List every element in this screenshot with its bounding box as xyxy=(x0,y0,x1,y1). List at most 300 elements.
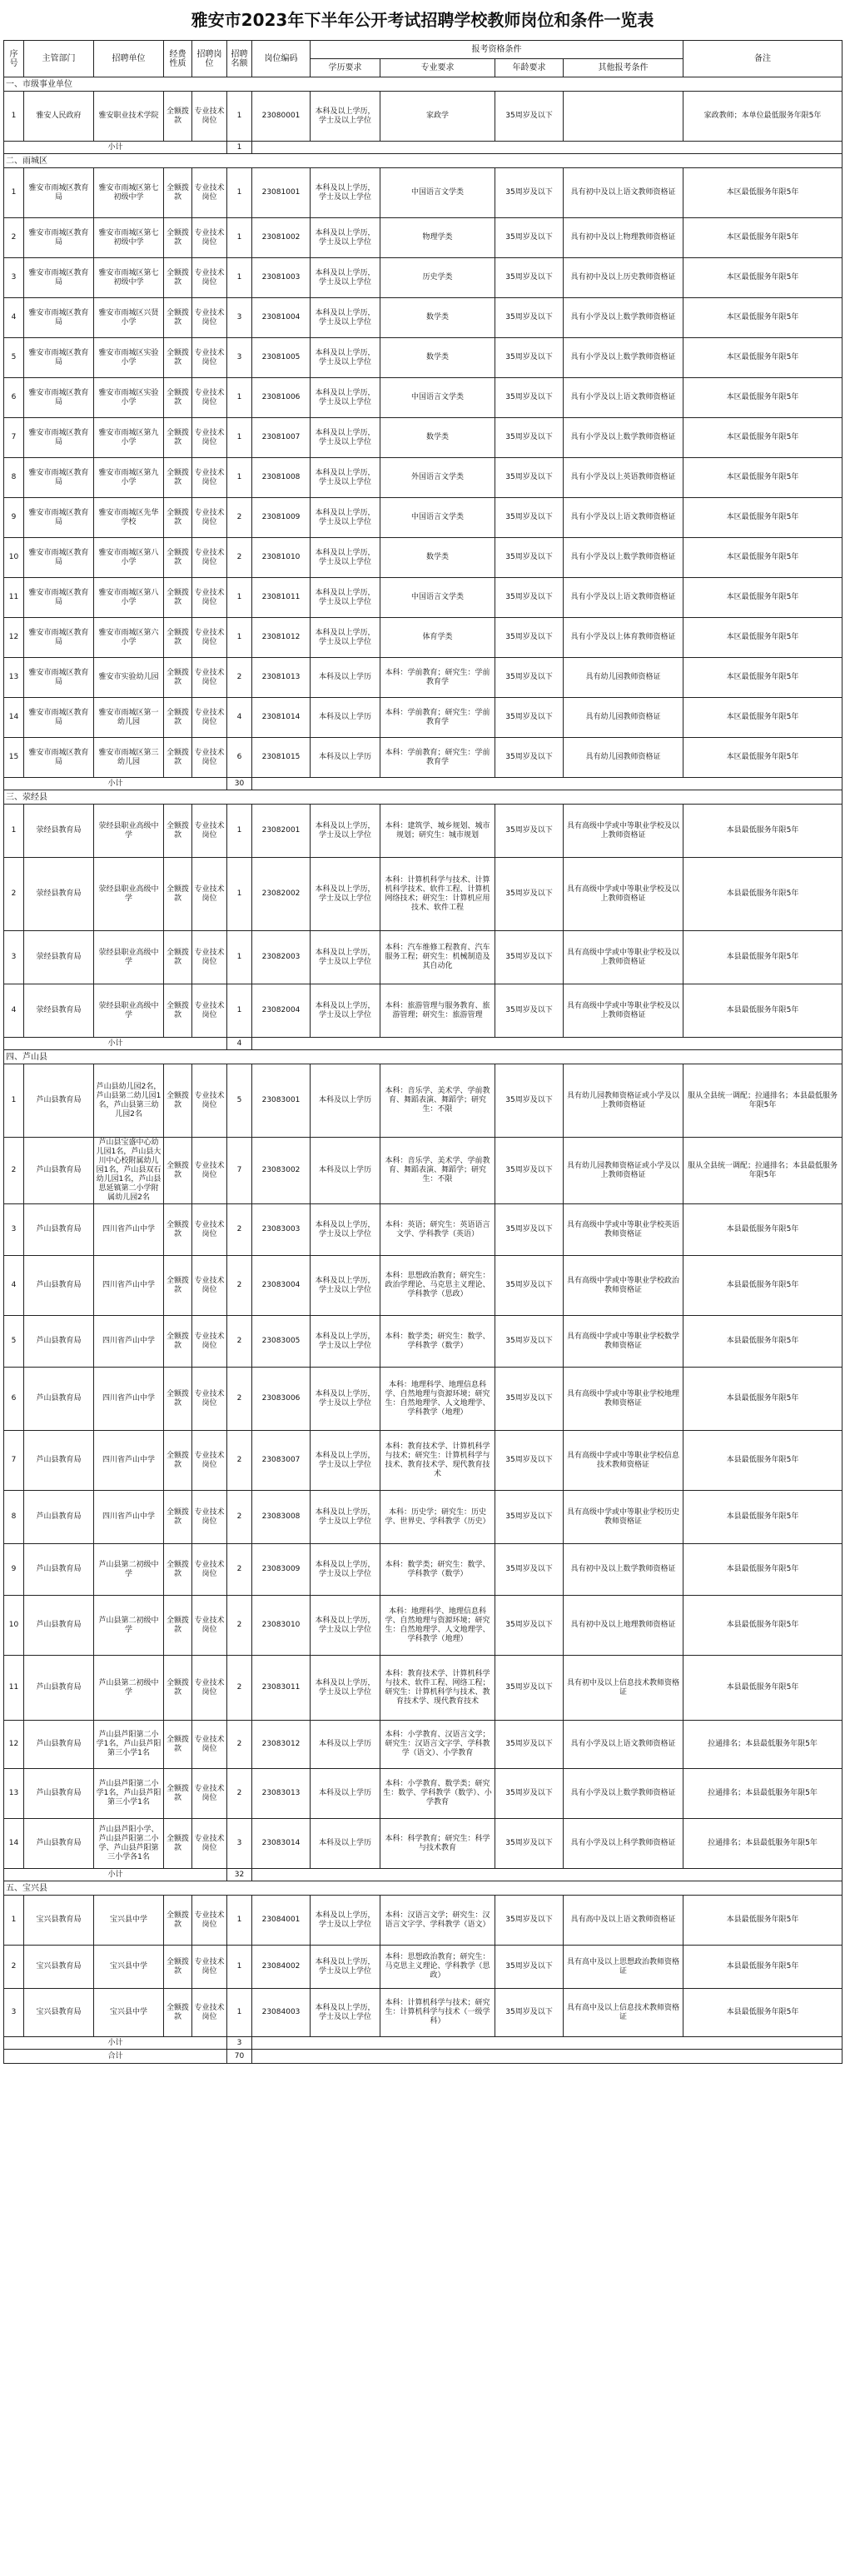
cell-unit: 雅安市雨城区第一幼儿园 xyxy=(94,698,164,738)
cell-age: 35周岁及以下 xyxy=(495,1064,564,1138)
subtotal-label: 小计 xyxy=(4,2037,227,2050)
cell-count: 7 xyxy=(227,1138,252,1204)
cell-major: 本科：数学类；研究生：数学、学科教学（数学） xyxy=(380,1544,495,1596)
cell-code: 23083004 xyxy=(252,1256,311,1316)
table-row xyxy=(4,538,843,578)
cell-age: 35周岁及以下 xyxy=(495,1656,564,1721)
cell-count: 1 xyxy=(227,418,252,458)
cell-dept: 芦山县教育局 xyxy=(24,1431,94,1491)
cell-major: 中国语言文学类 xyxy=(380,578,495,618)
cell-note: 本区最低服务年限5年 xyxy=(683,458,843,498)
cell-code: 23080001 xyxy=(252,92,311,142)
cell-other: 具有幼儿园教师资格证 xyxy=(564,698,683,738)
cell-code: 23082002 xyxy=(252,858,311,931)
cell-code: 23081003 xyxy=(252,258,311,298)
cell-nature: 全额拨款 xyxy=(164,698,192,738)
subtotal-label: 小计 xyxy=(4,778,227,790)
cell-post: 专业技术岗位 xyxy=(192,498,227,538)
cell-edu: 本科及以上学历，学士及以上学位 xyxy=(311,984,380,1038)
cell-note: 本县最低服务年限5年 xyxy=(683,984,843,1038)
cell-dept: 芦山县教育局 xyxy=(24,1656,94,1721)
cell-note: 本区最低服务年限5年 xyxy=(683,578,843,618)
cell-dept: 雅安市雨城区教育局 xyxy=(24,618,94,658)
table-row xyxy=(4,298,843,338)
cell-unit: 荥经县职业高级中学 xyxy=(94,984,164,1038)
cell-note: 本县最低服务年限5年 xyxy=(683,858,843,931)
cell-note: 本县最低服务年限5年 xyxy=(683,1431,843,1491)
cell-unit: 四川省芦山中学 xyxy=(94,1368,164,1431)
section-header xyxy=(4,1050,843,1064)
cell-count: 1 xyxy=(227,984,252,1038)
cell-unit: 芦山县宝盛中心幼儿园1名，芦山县大川中心校附属幼儿园1名，芦山县双石幼儿园1名，芦山县思延镇第二小学附属幼儿园2名 xyxy=(94,1138,164,1204)
header-post: 招聘岗位 xyxy=(192,41,227,77)
cell-seq: 1 xyxy=(4,92,24,142)
cell-major: 本科：汽车维修工程教育、汽车服务工程；研究生：机械制造及其自动化 xyxy=(380,931,495,984)
cell-major: 本科：小学教育、汉语言文学；研究生：汉语言文字学、学科教学（语文）、小学教育 xyxy=(380,1721,495,1769)
cell-other: 具有高级中学或中等职业学校及以上教师资格证 xyxy=(564,805,683,858)
cell-other: 具有初中及以上地理教师资格证 xyxy=(564,1596,683,1656)
cell-age: 35周岁及以下 xyxy=(495,1316,564,1368)
cell-age: 35周岁及以下 xyxy=(495,1431,564,1491)
total-row xyxy=(4,2050,843,2064)
cell-unit: 雅安职业技术学院 xyxy=(94,92,164,142)
cell-count: 2 xyxy=(227,498,252,538)
table-row xyxy=(4,1544,843,1596)
table-row xyxy=(4,1819,843,1869)
cell-note: 本区最低服务年限5年 xyxy=(683,738,843,778)
cell-count: 2 xyxy=(227,1368,252,1431)
cell-note: 本区最低服务年限5年 xyxy=(683,538,843,578)
cell-note: 本县最低服务年限5年 xyxy=(683,1989,843,2037)
cell-major: 本科：思想政治教育；研究生：马克思主义理论、学科教学（思政） xyxy=(380,1946,495,1989)
cell-unit: 芦山县第二初级中学 xyxy=(94,1544,164,1596)
cell-post: 专业技术岗位 xyxy=(192,1316,227,1368)
cell-unit: 芦山县芦阳小学、芦山县芦阳第二小学、芦山县芦阳第三小学各1名 xyxy=(94,1819,164,1869)
cell-edu: 本科及以上学历，学士及以上学位 xyxy=(311,458,380,498)
cell-other: 具有幼儿园教师资格证或小学及以上教师资格证 xyxy=(564,1138,683,1204)
table-row xyxy=(4,1721,843,1769)
cell-seq: 7 xyxy=(4,1431,24,1491)
cell-dept: 荥经县教育局 xyxy=(24,931,94,984)
cell-seq: 2 xyxy=(4,1946,24,1989)
cell-edu: 本科及以上学历，学士及以上学位 xyxy=(311,1431,380,1491)
cell-note: 本区最低服务年限5年 xyxy=(683,418,843,458)
cell-post: 专业技术岗位 xyxy=(192,1896,227,1946)
cell-dept: 雅安市雨城区教育局 xyxy=(24,458,94,498)
cell-note: 本区最低服务年限5年 xyxy=(683,618,843,658)
cell-major: 本科：地理科学、地理信息科学、自然地理与资源环境；研究生：自然地理学、人文地理学、学科教学（地理） xyxy=(380,1368,495,1431)
cell-other: 具有高中及以上信息技术教师资格证 xyxy=(564,1989,683,2037)
cell-count: 3 xyxy=(227,298,252,338)
cell-dept: 宝兴县教育局 xyxy=(24,1946,94,1989)
cell-age: 35周岁及以下 xyxy=(495,858,564,931)
cell-edu: 本科及以上学历 xyxy=(311,738,380,778)
page-title: 雅安市2023年下半年公开考试招聘学校教师岗位和条件一览表 xyxy=(191,10,654,30)
cell-note: 本县最低服务年限5年 xyxy=(683,1491,843,1544)
cell-note: 本县最低服务年限5年 xyxy=(683,805,843,858)
table-row xyxy=(4,658,843,698)
cell-other: 具有小学及以上语文教师资格证 xyxy=(564,578,683,618)
cell-nature: 全额拨款 xyxy=(164,738,192,778)
cell-other: 具有小学及以上数学教师资格证 xyxy=(564,538,683,578)
cell-age: 35周岁及以下 xyxy=(495,1721,564,1769)
cell-other: 具有高中及以上思想政治教师资格证 xyxy=(564,1946,683,1989)
cell-other: 具有幼儿园教师资格证 xyxy=(564,658,683,698)
cell-count: 1 xyxy=(227,378,252,418)
cell-edu: 本科及以上学历，学士及以上学位 xyxy=(311,418,380,458)
cell-unit: 雅安市雨城区兴贤小学 xyxy=(94,298,164,338)
cell-unit: 雅安市雨城区第六小学 xyxy=(94,618,164,658)
table-row xyxy=(4,418,843,458)
cell-major: 数学类 xyxy=(380,338,495,378)
cell-seq: 3 xyxy=(4,931,24,984)
cell-major: 本科：学前教育；研究生：学前教育学 xyxy=(380,698,495,738)
cell-unit: 四川省芦山中学 xyxy=(94,1256,164,1316)
cell-age: 35周岁及以下 xyxy=(495,258,564,298)
header-nature: 经费性质 xyxy=(164,41,192,77)
cell-other: 具有小学及以上数学教师资格证 xyxy=(564,338,683,378)
cell-age: 35周岁及以下 xyxy=(495,1819,564,1869)
header-unit: 招聘单位 xyxy=(94,41,164,77)
cell-edu: 本科及以上学历，学士及以上学位 xyxy=(311,168,380,218)
cell-age: 35周岁及以下 xyxy=(495,168,564,218)
cell-post: 专业技术岗位 xyxy=(192,1989,227,2037)
cell-post: 专业技术岗位 xyxy=(192,258,227,298)
cell-major: 数学类 xyxy=(380,298,495,338)
cell-seq: 7 xyxy=(4,418,24,458)
cell-seq: 13 xyxy=(4,658,24,698)
cell-note: 本区最低服务年限5年 xyxy=(683,658,843,698)
recruitment-table xyxy=(3,40,843,2064)
cell-dept: 雅安市雨城区教育局 xyxy=(24,418,94,458)
cell-count: 2 xyxy=(227,1256,252,1316)
cell-seq: 3 xyxy=(4,1204,24,1256)
cell-nature: 全额拨款 xyxy=(164,1769,192,1819)
cell-age: 35周岁及以下 xyxy=(495,658,564,698)
table-row xyxy=(4,1368,843,1431)
cell-post: 专业技术岗位 xyxy=(192,538,227,578)
cell-post: 专业技术岗位 xyxy=(192,1656,227,1721)
cell-nature: 全额拨款 xyxy=(164,1596,192,1656)
table-row xyxy=(4,1596,843,1656)
cell-major: 本科：音乐学、美术学、学前教育、舞蹈表演、舞蹈学；研究生：不限 xyxy=(380,1138,495,1204)
table-row xyxy=(4,1431,843,1491)
cell-count: 1 xyxy=(227,1896,252,1946)
subtotal-value: 1 xyxy=(227,142,252,154)
cell-edu: 本科及以上学历，学士及以上学位 xyxy=(311,1896,380,1946)
cell-code: 23081013 xyxy=(252,658,311,698)
cell-edu: 本科及以上学历，学士及以上学位 xyxy=(311,1204,380,1256)
header-age: 年龄要求 xyxy=(495,59,564,77)
cell-major: 物理学类 xyxy=(380,218,495,258)
subtotal-blank xyxy=(252,2037,843,2050)
cell-dept: 雅安市雨城区教育局 xyxy=(24,378,94,418)
cell-major: 体育学类 xyxy=(380,618,495,658)
cell-nature: 全额拨款 xyxy=(164,258,192,298)
cell-note: 本县最低服务年限5年 xyxy=(683,1656,843,1721)
cell-dept: 芦山县教育局 xyxy=(24,1721,94,1769)
cell-edu: 本科及以上学历 xyxy=(311,658,380,698)
table-row xyxy=(4,858,843,931)
cell-nature: 全额拨款 xyxy=(164,1256,192,1316)
table-row xyxy=(4,1491,843,1544)
cell-dept: 雅安市雨城区教育局 xyxy=(24,218,94,258)
total-blank xyxy=(252,2050,843,2064)
table-body xyxy=(4,77,843,2064)
cell-count: 1 xyxy=(227,578,252,618)
cell-note: 本县最低服务年限5年 xyxy=(683,1896,843,1946)
cell-unit: 荥经县职业高级中学 xyxy=(94,931,164,984)
cell-code: 23083013 xyxy=(252,1769,311,1819)
cell-unit: 宝兴县中学 xyxy=(94,1946,164,1989)
cell-nature: 全额拨款 xyxy=(164,618,192,658)
cell-other: 具有小学及以上数学教师资格证 xyxy=(564,298,683,338)
cell-age: 35周岁及以下 xyxy=(495,338,564,378)
subtotal-blank xyxy=(252,778,843,790)
section-title: 四、芦山县 xyxy=(4,1050,843,1064)
cell-count: 3 xyxy=(227,1819,252,1869)
cell-post: 专业技术岗位 xyxy=(192,1256,227,1316)
header-dept: 主管部门 xyxy=(24,41,94,77)
cell-nature: 全额拨款 xyxy=(164,458,192,498)
table-row xyxy=(4,168,843,218)
cell-post: 专业技术岗位 xyxy=(192,1596,227,1656)
cell-age: 35周岁及以下 xyxy=(495,931,564,984)
cell-code: 23081009 xyxy=(252,498,311,538)
subtotal-value: 30 xyxy=(227,778,252,790)
cell-edu: 本科及以上学历，学士及以上学位 xyxy=(311,1596,380,1656)
cell-nature: 全额拨款 xyxy=(164,578,192,618)
cell-major: 本科：小学教育、数学类；研究生：数学、学科教学（数学）、小学教育 xyxy=(380,1769,495,1819)
cell-age: 35周岁及以下 xyxy=(495,538,564,578)
cell-code: 23081011 xyxy=(252,578,311,618)
cell-post: 专业技术岗位 xyxy=(192,1491,227,1544)
cell-unit: 四川省芦山中学 xyxy=(94,1316,164,1368)
cell-other: 具有幼儿园教师资格证或小学及以上教师资格证 xyxy=(564,1064,683,1138)
cell-code: 23081002 xyxy=(252,218,311,258)
table-row xyxy=(4,378,843,418)
cell-seq: 9 xyxy=(4,498,24,538)
cell-count: 1 xyxy=(227,458,252,498)
cell-seq: 4 xyxy=(4,984,24,1038)
cell-dept: 宝兴县教育局 xyxy=(24,1989,94,2037)
cell-note: 本县最低服务年限5年 xyxy=(683,1316,843,1368)
cell-nature: 全额拨款 xyxy=(164,298,192,338)
cell-other: 具有高级中学或中等职业学校及以上教师资格证 xyxy=(564,858,683,931)
cell-code: 23083008 xyxy=(252,1491,311,1544)
cell-edu: 本科及以上学历，学士及以上学位 xyxy=(311,858,380,931)
cell-age: 35周岁及以下 xyxy=(495,218,564,258)
cell-age: 35周岁及以下 xyxy=(495,1596,564,1656)
cell-code: 23084002 xyxy=(252,1946,311,1989)
cell-nature: 全额拨款 xyxy=(164,1989,192,2037)
table-row xyxy=(4,498,843,538)
cell-unit: 雅安市雨城区第七初级中学 xyxy=(94,218,164,258)
cell-edu: 本科及以上学历，学士及以上学位 xyxy=(311,1368,380,1431)
table-row xyxy=(4,258,843,298)
cell-other: 具有高级中学或中等职业学校政治教师资格证 xyxy=(564,1256,683,1316)
cell-unit: 四川省芦山中学 xyxy=(94,1204,164,1256)
cell-seq: 1 xyxy=(4,1064,24,1138)
cell-major: 本科：英语；研究生：英语语言文学、学科教学（英语） xyxy=(380,1204,495,1256)
header-major: 专业要求 xyxy=(380,59,495,77)
cell-note: 拉通排名；本县最低服务年限5年 xyxy=(683,1721,843,1769)
table-row xyxy=(4,931,843,984)
cell-seq: 13 xyxy=(4,1769,24,1819)
cell-edu: 本科及以上学历，学士及以上学位 xyxy=(311,1256,380,1316)
cell-seq: 1 xyxy=(4,168,24,218)
cell-post: 专业技术岗位 xyxy=(192,858,227,931)
cell-nature: 全额拨款 xyxy=(164,1544,192,1596)
cell-age: 35周岁及以下 xyxy=(495,378,564,418)
cell-unit: 荥经县职业高级中学 xyxy=(94,858,164,931)
cell-note: 本区最低服务年限5年 xyxy=(683,298,843,338)
cell-age: 35周岁及以下 xyxy=(495,618,564,658)
cell-post: 专业技术岗位 xyxy=(192,1204,227,1256)
cell-note: 本县最低服务年限5年 xyxy=(683,1256,843,1316)
table-row xyxy=(4,1256,843,1316)
cell-code: 23081001 xyxy=(252,168,311,218)
cell-code: 23083009 xyxy=(252,1544,311,1596)
cell-post: 专业技术岗位 xyxy=(192,1769,227,1819)
cell-count: 1 xyxy=(227,168,252,218)
cell-edu: 本科及以上学历，学士及以上学位 xyxy=(311,1316,380,1368)
cell-unit: 雅安市雨城区第七初级中学 xyxy=(94,168,164,218)
cell-post: 专业技术岗位 xyxy=(192,168,227,218)
cell-unit: 宝兴县中学 xyxy=(94,1989,164,2037)
cell-dept: 雅安市雨城区教育局 xyxy=(24,338,94,378)
cell-dept: 雅安市雨城区教育局 xyxy=(24,168,94,218)
subtotal-blank xyxy=(252,1869,843,1881)
cell-age: 35周岁及以下 xyxy=(495,1946,564,1989)
cell-code: 23083014 xyxy=(252,1819,311,1869)
subtotal-blank xyxy=(252,1038,843,1050)
cell-nature: 全额拨款 xyxy=(164,1896,192,1946)
cell-post: 专业技术岗位 xyxy=(192,1431,227,1491)
cell-unit: 雅安市雨城区第七初级中学 xyxy=(94,258,164,298)
cell-nature: 全额拨款 xyxy=(164,378,192,418)
cell-dept: 芦山县教育局 xyxy=(24,1138,94,1204)
cell-count: 1 xyxy=(227,858,252,931)
table-row xyxy=(4,805,843,858)
cell-post: 专业技术岗位 xyxy=(192,698,227,738)
cell-age: 35周岁及以下 xyxy=(495,1769,564,1819)
cell-count: 2 xyxy=(227,1431,252,1491)
cell-count: 2 xyxy=(227,1204,252,1256)
cell-nature: 全额拨款 xyxy=(164,1721,192,1769)
table-row xyxy=(4,1896,843,1946)
cell-edu: 本科及以上学历，学士及以上学位 xyxy=(311,218,380,258)
cell-edu: 本科及以上学历，学士及以上学位 xyxy=(311,578,380,618)
cell-major: 中国语言文学类 xyxy=(380,498,495,538)
cell-dept: 雅安市雨城区教育局 xyxy=(24,698,94,738)
cell-age: 35周岁及以下 xyxy=(495,1544,564,1596)
table-row xyxy=(4,618,843,658)
cell-edu: 本科及以上学历，学士及以上学位 xyxy=(311,92,380,142)
cell-note: 本区最低服务年限5年 xyxy=(683,698,843,738)
cell-count: 2 xyxy=(227,538,252,578)
cell-other: 具有高级中学或中等职业学校信息技术教师资格证 xyxy=(564,1431,683,1491)
cell-count: 2 xyxy=(227,1491,252,1544)
cell-note: 服从全县统一调配；拉通排名；本县最低服务年限5年 xyxy=(683,1064,843,1138)
table-row xyxy=(4,1946,843,1989)
cell-note: 拉通排名；本县最低服务年限5年 xyxy=(683,1769,843,1819)
subtotal-value: 4 xyxy=(227,1038,252,1050)
cell-other: 具有初中及以上历史教师资格证 xyxy=(564,258,683,298)
cell-seq: 3 xyxy=(4,1989,24,2037)
cell-nature: 全额拨款 xyxy=(164,1204,192,1256)
cell-age: 35周岁及以下 xyxy=(495,458,564,498)
cell-major: 本科：建筑学、城乡规划、城市规划；研究生：城市规划 xyxy=(380,805,495,858)
cell-other: 具有高级中学或中等职业学校数学教师资格证 xyxy=(564,1316,683,1368)
cell-edu: 本科及以上学历 xyxy=(311,1769,380,1819)
cell-seq: 6 xyxy=(4,1368,24,1431)
cell-other: 具有小学及以上语文教师资格证 xyxy=(564,498,683,538)
cell-post: 专业技术岗位 xyxy=(192,1544,227,1596)
section-header xyxy=(4,154,843,168)
cell-code: 23083001 xyxy=(252,1064,311,1138)
cell-other: 具有初中及以上物理教师资格证 xyxy=(564,218,683,258)
cell-nature: 全额拨款 xyxy=(164,218,192,258)
cell-unit: 雅安市雨城区先华学校 xyxy=(94,498,164,538)
cell-dept: 芦山县教育局 xyxy=(24,1204,94,1256)
cell-age: 35周岁及以下 xyxy=(495,1138,564,1204)
section-title: 二、雨城区 xyxy=(4,154,843,168)
cell-major: 历史学类 xyxy=(380,258,495,298)
cell-code: 23083005 xyxy=(252,1316,311,1368)
table-row xyxy=(4,218,843,258)
cell-other: 具有小学及以上语文教师资格证 xyxy=(564,378,683,418)
cell-seq: 15 xyxy=(4,738,24,778)
cell-post: 专业技术岗位 xyxy=(192,338,227,378)
cell-seq: 2 xyxy=(4,218,24,258)
cell-unit: 荥经县职业高级中学 xyxy=(94,805,164,858)
cell-count: 2 xyxy=(227,1544,252,1596)
cell-major: 本科：教育技术学、计算机科学与技术；研究生：计算机科学与技术、教育技术学、现代教育技术 xyxy=(380,1431,495,1491)
cell-count: 2 xyxy=(227,658,252,698)
cell-seq: 11 xyxy=(4,578,24,618)
cell-edu: 本科及以上学历 xyxy=(311,1138,380,1204)
cell-nature: 全额拨款 xyxy=(164,858,192,931)
cell-major: 本科：计算机科学与技术；研究生：计算机科学与技术（一级学科） xyxy=(380,1989,495,2037)
cell-other: 具有高级中学或中等职业学校历史教师资格证 xyxy=(564,1491,683,1544)
header-count: 招聘名额 xyxy=(227,41,252,77)
cell-age: 35周岁及以下 xyxy=(495,498,564,538)
cell-count: 2 xyxy=(227,1656,252,1721)
cell-other: 具有幼儿园教师资格证 xyxy=(564,738,683,778)
cell-nature: 全额拨款 xyxy=(164,498,192,538)
cell-major: 家政学 xyxy=(380,92,495,142)
cell-seq: 8 xyxy=(4,458,24,498)
cell-age: 35周岁及以下 xyxy=(495,1256,564,1316)
cell-count: 1 xyxy=(227,805,252,858)
subtotal-label: 小计 xyxy=(4,1869,227,1881)
cell-edu: 本科及以上学历 xyxy=(311,1721,380,1769)
cell-post: 专业技术岗位 xyxy=(192,458,227,498)
cell-count: 1 xyxy=(227,92,252,142)
cell-post: 专业技术岗位 xyxy=(192,298,227,338)
cell-count: 5 xyxy=(227,1064,252,1138)
subtotal-row xyxy=(4,2037,843,2050)
cell-note: 本区最低服务年限5年 xyxy=(683,258,843,298)
cell-unit: 雅安市雨城区第九小学 xyxy=(94,418,164,458)
cell-seq: 3 xyxy=(4,258,24,298)
cell-code: 23083011 xyxy=(252,1656,311,1721)
cell-major: 数学类 xyxy=(380,418,495,458)
cell-dept: 宝兴县教育局 xyxy=(24,1896,94,1946)
cell-edu: 本科及以上学历，学士及以上学位 xyxy=(311,1491,380,1544)
cell-age: 35周岁及以下 xyxy=(495,92,564,142)
